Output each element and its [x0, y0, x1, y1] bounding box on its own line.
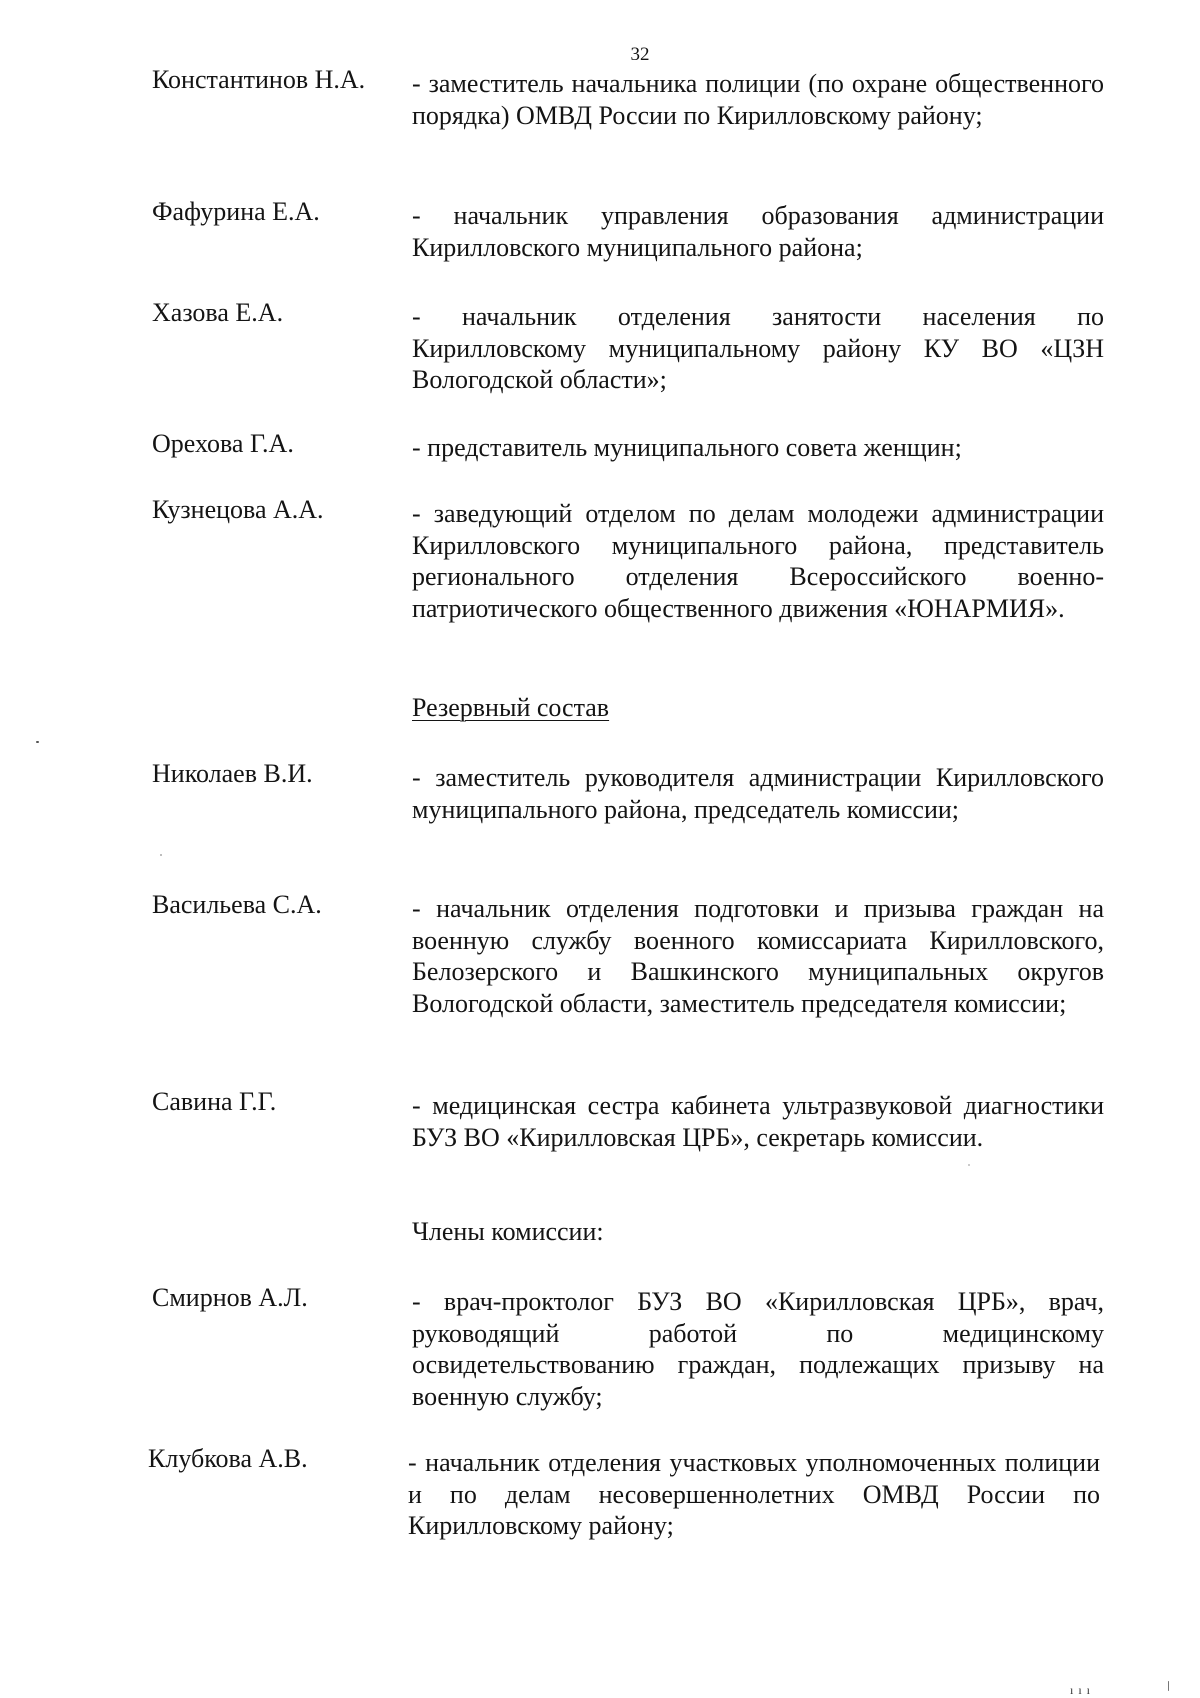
member-name: Васильева С.А.: [152, 890, 322, 919]
member-description: - начальник отделения участковых уполномоченных полиции и по делам несовершеннолетних ОМВД России по Кирилловскому району;: [408, 1448, 1100, 1540]
scan-speck: [1168, 1681, 1169, 1691]
member-name: Фафурина Е.А.: [152, 197, 320, 226]
member-description: - начальник отделения занятости населения по Кирилловскому муниципальному району КУ ВО «ЦЗН Вологодской области»;: [412, 302, 1104, 394]
member-description: - медицинская сестра кабинета ультразвуковой диагностики БУЗ ВО «Кирилловская ЦРБ», секретарь комиссии.: [412, 1091, 1104, 1152]
member-description: - заведующий отделом по делам молодежи администрации Кирилловского муниципального района, представитель регионального отделения Всероссийского военно-патриотического общественного движения «ЮНАРМИЯ».: [412, 499, 1104, 623]
scan-edge-marks: ı ı ı: [1070, 1683, 1092, 1697]
member-description: - начальник управления образования администрации Кирилловского муниципального района;: [412, 201, 1104, 262]
scan-speck: [160, 854, 162, 856]
member-description: - начальник отделения подготовки и призыва граждан на военную службу военного комиссариата Кирилловского, Белозерского и Вашкинского муниципальных округов Вологодской области, заместитель председателя комиссии;: [412, 894, 1104, 1018]
member-name: Николаев В.И.: [152, 759, 313, 788]
member-name: Савина Г.Г.: [152, 1087, 277, 1116]
member-name: Клубкова А.В.: [148, 1444, 308, 1473]
member-description: - заместитель начальника полиции (по охране общественного порядка) ОМВД России по Кирилловскому району;: [412, 69, 1104, 130]
member-name: Орехова Г.А.: [152, 429, 294, 458]
member-name: Смирнов А.Л.: [152, 1283, 308, 1312]
scan-speck: [968, 1164, 970, 1166]
member-description: - врач-проктолог БУЗ ВО «Кирилловская ЦРБ», врач, руководящий работой по медицинскому освидетельствованию граждан, подлежащих призыву на военную службу;: [412, 1287, 1104, 1411]
member-description: - заместитель руководителя администрации Кирилловского муниципального района, председатель комиссии;: [412, 763, 1104, 824]
scan-speck: [36, 741, 39, 743]
member-name: Кузнецова А.А.: [152, 495, 324, 524]
reserve-heading: Резервный состав: [412, 693, 610, 722]
member-name: Константинов Н.А.: [152, 65, 366, 94]
member-name: Хазова Е.А.: [152, 298, 284, 327]
members-heading: Члены комиссии:: [412, 1217, 604, 1246]
member-description: - представитель муниципального совета женщин;: [412, 433, 962, 462]
page-number: 32: [630, 44, 650, 65]
